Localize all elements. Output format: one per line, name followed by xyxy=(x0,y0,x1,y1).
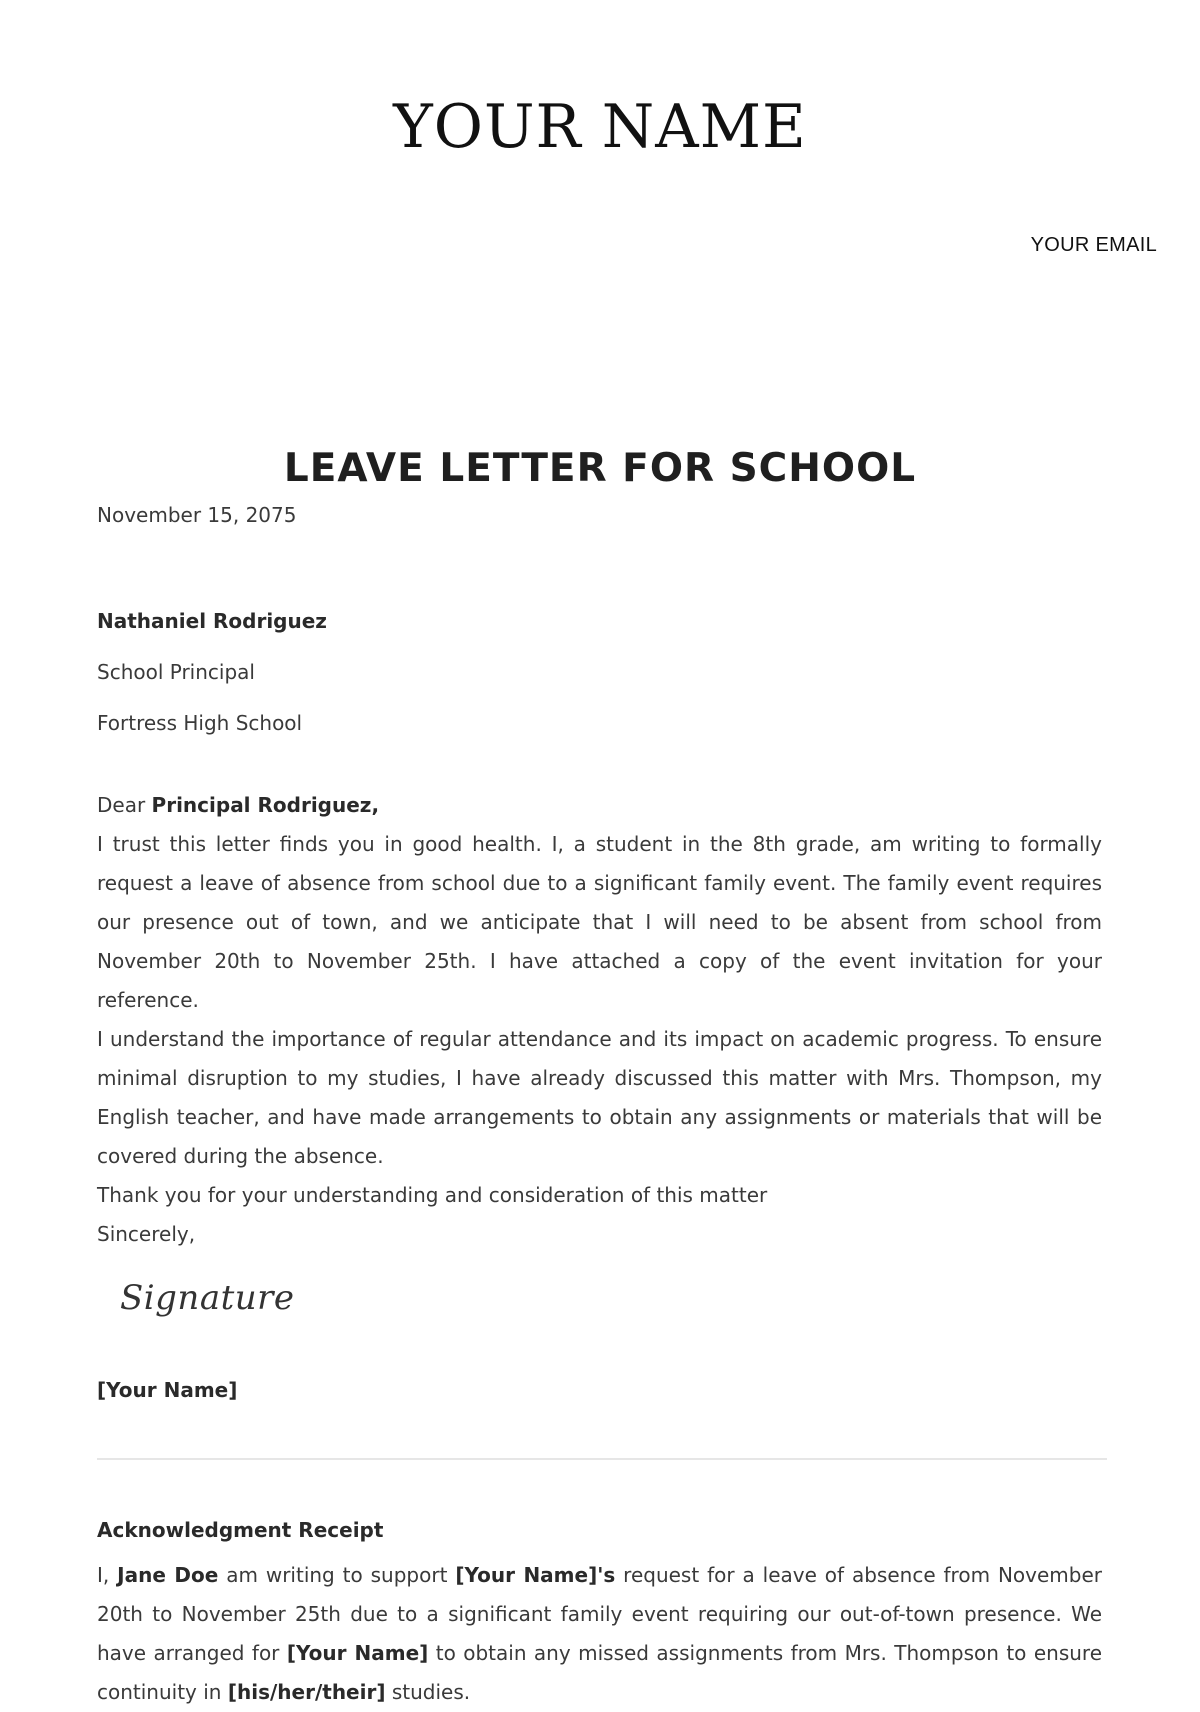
recipient-block xyxy=(97,596,1102,749)
sender-name-header: YOUR NAME xyxy=(393,92,807,162)
letter-paragraph-2: I understand the importance of regular attendance and its impact on academic progress. To ensure minimal disruption to my studies, I have already discussed this matter with Mrs. Thompson, my English teacher, and have made arrangements to obtain any assignments or materials that will be covered during the absence. xyxy=(97,1027,1102,1168)
letter-closing: Sincerely, xyxy=(97,1222,196,1246)
ack-bold-2: [Your Name]'s xyxy=(455,1563,616,1587)
ack-text-4: to obtain any missed assignments from Mrs. Thompson to ensure continuity in xyxy=(97,1641,1102,1704)
recipient-position: School Principal xyxy=(97,660,255,684)
recipient-name: Nathaniel Rodriguez xyxy=(97,609,327,633)
letter-paragraph-3: Thank you for your understanding and consideration of this matter xyxy=(97,1183,768,1207)
letter-paragraph-1: I trust this letter finds you in good health. I, a student in the 8th grade, am writing to formally request a leave of absence from school due to a significant family event. The family event requires our presence out of town, and we anticipate that I will need to be absent from school from November 20th to November 25th. I have attached a copy of the event invitation for your reference. xyxy=(97,832,1102,1012)
sender-email: YOUR EMAIL xyxy=(1030,234,1157,256)
ack-text-1: I, xyxy=(97,1563,118,1587)
ack-text-5: studies. xyxy=(385,1680,471,1704)
ack-bold-3: [Your Name] xyxy=(286,1641,429,1665)
document-title: LEAVE LETTER FOR SCHOOL xyxy=(283,446,917,491)
ack-text-2: am writing to support xyxy=(218,1563,456,1587)
sender-name-placeholder: [Your Name] xyxy=(97,1378,238,1402)
ack-bold-4: [his/her/their] xyxy=(227,1680,386,1704)
recipient-school: Fortress High School xyxy=(97,711,303,735)
acknowledgment-paragraph xyxy=(97,1556,1102,1712)
acknowledgment-heading: Acknowledgment Receipt xyxy=(97,1518,384,1542)
signature: Signature xyxy=(120,1278,295,1318)
ack-bold-1: Jane Doe xyxy=(117,1563,219,1587)
salutation-prefix: Dear xyxy=(97,793,152,817)
letter-date: November 15, 2075 xyxy=(97,503,297,527)
salutation xyxy=(97,786,1102,825)
section-divider xyxy=(97,1458,1107,1460)
salutation-name: Principal Rodriguez, xyxy=(151,793,380,817)
acknowledgment-body xyxy=(97,1556,1102,1712)
ack-text-3: request for a leave of absence from November 20th to November 25th due to a significant family event requiring our out-of-town presence. We have arranged for xyxy=(97,1563,1102,1665)
letter-body xyxy=(97,786,1102,1254)
